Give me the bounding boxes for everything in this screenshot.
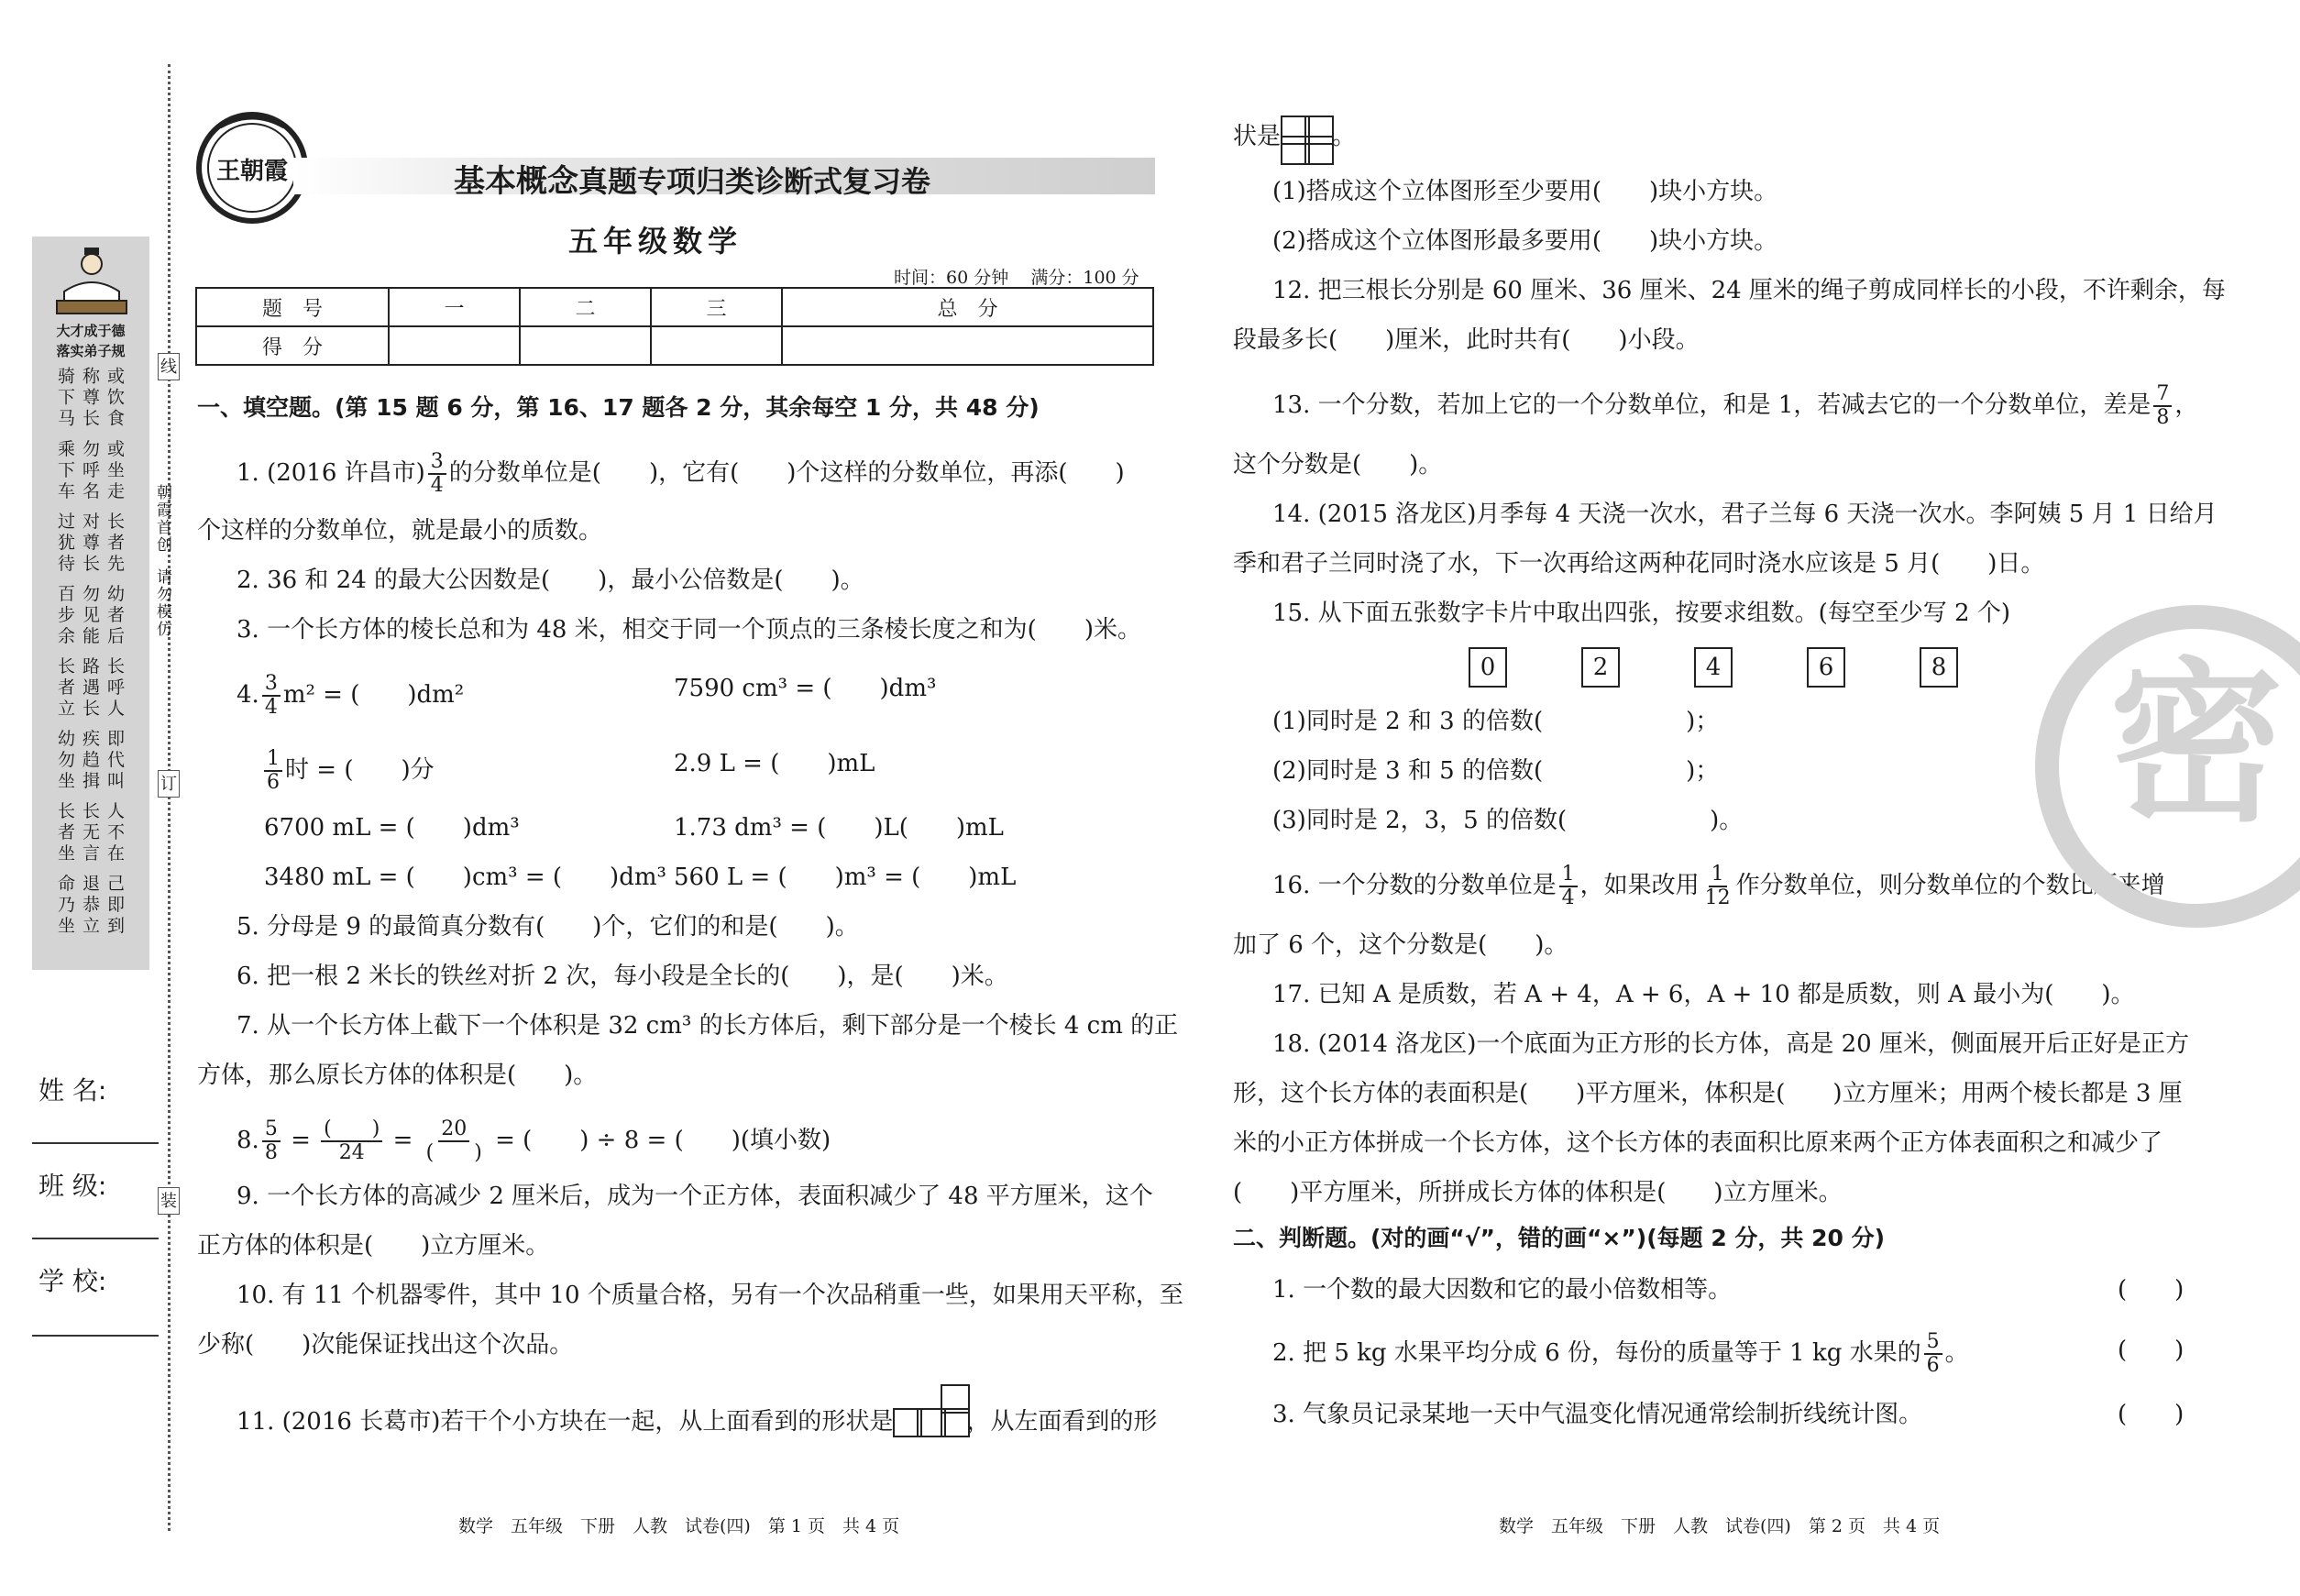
top-view-shape (893, 1392, 966, 1437)
sidebar-col-1: 骑下马 乘下车 过犹待 百步余 长者立 幼勿坐 长者坐 命乃坐 (55, 367, 75, 938)
q15: 15. 从下面五张数字卡片中取出四张，按要求组数。(每空至少写 2 个) (1272, 600, 2010, 627)
answer-paren-2[interactable]: ( ) (2118, 1337, 2184, 1364)
secret-seal-watermark: 密 (2035, 605, 2300, 928)
section1-heading: 一、填空题。(第 15 题 6 分，第 16、17 题各 2 分，其余每空 1 分，共 48 分) (197, 394, 1040, 421)
q11-line1: 11. (2016 长葛市)若干个小方块在一起，从上面看到的形状是 ，从左面看到的形 (237, 1392, 1157, 1437)
q14-line2: 季和君子兰同时浇了水，下一次再给这两种花同时浇水应该是 5 月( )日。 (1233, 550, 2045, 578)
q11-sub1: (1)搭成这个立体图形至少要用( )块小方块。 (1272, 178, 1778, 205)
answer-paren-1[interactable]: ( ) (2118, 1276, 2184, 1304)
q15-sub2: (2)同时是 3 和 5 的倍数( )； (1272, 757, 1720, 785)
q14-line1: 14. (2015 洛龙区)月季每 4 天浇一次水，君子兰每 6 天浇一次水。李阿姨 5 月 1 日给月 (1272, 501, 2217, 528)
q13-line1: 13. 一个分数，若加上它的一个分数单位，和是 1，若减去它的一个分数单位，差是 $\frac{7}{8}$ ， (1272, 382, 2199, 429)
q16-line2: 加了 6 个，这个分数是( )。 (1233, 931, 1568, 959)
answer-paren-3[interactable]: ( ) (2118, 1401, 2184, 1428)
digit-card: 8 (1920, 647, 1958, 688)
col-header: 题 号 (196, 288, 389, 326)
q4-row2b: 2.9 L = ( )mL (674, 750, 875, 777)
digit-card: 4 (1694, 647, 1733, 688)
score-cell[interactable] (651, 326, 782, 365)
footer-right: 数学 五年级 下册 人教 试卷(四) 第 2 页 共 4 页 (1499, 1516, 1941, 1536)
q4-row1: 4. $\frac{3}{4}$ m² = ( )dm² (237, 672, 465, 719)
q10-line1: 10. 有 11 个机器零件，其中 10 个质量合格，另有一个次品稍重一些，如果用天平称，至 (237, 1282, 1183, 1309)
section2-heading: 二、判断题。(对的画“√”，错的画“×”)(每题 2 分，共 20 分) (1233, 1225, 1886, 1251)
sidebar-motto: 大才成于德 落实弟子规 (56, 323, 126, 359)
col-header: 总 分 (782, 288, 1153, 326)
judge-2: 2. 把 5 kg 水果平均分成 6 份，每份的质量等于 1 kg 水果的 $\frac{5}{6}$ 。 (1272, 1330, 1969, 1377)
q13-line2: 这个分数是( )。 (1233, 451, 1443, 479)
q4-row4: 3480 mL = ( )cm³ = ( )dm³ (264, 864, 666, 891)
page-title: 基本概念真题专项归类诊断式复习卷 (454, 163, 931, 200)
q6: 6. 把一根 2 米长的铁丝对折 2 次，每小段是全长的( )，是( )米。 (237, 963, 1008, 990)
sidebar-col-2: 称尊长 勿呼名 对尊长 勿见能 路遇长 疾趋揖 长无言 退恭立 (80, 367, 100, 938)
logo-text: 王朝霞 (215, 158, 288, 185)
q4-row2: $\frac{1}{6}$ 时 = ( )分 (261, 748, 435, 794)
q4-row3: 6700 mL = ( )dm³ (264, 814, 520, 842)
cut-mark-xian: 线 (158, 353, 180, 380)
q9-line1: 9. 一个长方体的高减少 2 厘米后，成为一个正方体，表面积减少了 48 平方厘米，这个 (237, 1183, 1153, 1210)
score-cell[interactable] (520, 326, 651, 365)
cut-mark-ding: 订 (158, 770, 180, 798)
col-header: 一 (389, 288, 520, 326)
q7-line2: 方体，那么原长方体的体积是( )。 (197, 1062, 598, 1089)
time-info: 时间：60 分钟 满分：100 分 (894, 268, 1139, 288)
cut-line (168, 64, 171, 1531)
q11-line2: 状是 。 (1233, 116, 1356, 160)
q4-row3b: 1.73 dm³ = ( )L( )mL (674, 814, 1004, 842)
score-table (195, 287, 1154, 366)
q9-line2: 正方体的体积是( )立方厘米。 (197, 1232, 550, 1260)
col-header: 三 (651, 288, 782, 326)
q4-row4b: 560 L = ( )m³ = ( )mL (674, 864, 1017, 891)
q17: 17. 已知 A 是质数，若 A + 4，A + 6，A + 10 都是质数，则 A 最小为( )。 (1272, 981, 2135, 1008)
q8: 8. $\frac{5}{8}$ = $\frac{( )}{24}$ = $\frac{20}{( )}$ = ( ) ÷ 8 = ( )(填小数) (237, 1117, 831, 1164)
scholar-illustration (46, 246, 138, 319)
name-label: 姓 名: (39, 1075, 107, 1106)
q10-line2: 少称( )次能保证找出这个次品。 (197, 1331, 574, 1359)
q4-row1b: 7590 cm³ = ( )dm³ (674, 675, 937, 702)
score-cell[interactable] (389, 326, 520, 365)
footer-left: 数学 五年级 下册 人教 试卷(四) 第 1 页 共 4 页 (458, 1516, 900, 1536)
subtitle: 五年级数学 (568, 224, 743, 259)
digit-card: 6 (1807, 647, 1845, 688)
q15-sub1: (1)同时是 2 和 3 的倍数( )； (1272, 708, 1720, 735)
q16-line1: 16. 一个分数的分数单位是 $\frac{1}{4}$ ，如果改用 $\frac{1}{12}$ 作分数单位，则分数单位的个数比原来增 (1272, 863, 2165, 909)
q1-line1: 1. (2016 许昌市) $\frac{3}{4}$ 的分数单位是( )，它有( )个这样的分数单位，再添( ) (237, 450, 1125, 497)
name-field[interactable] (32, 1142, 159, 1144)
col-header: 二 (520, 288, 651, 326)
note-no-copy: 请勿模仿 (153, 568, 171, 638)
q3: 3. 一个长方体的棱长总和为 48 米，相交于同一个顶点的三条棱长度之和为( )米。 (237, 616, 1141, 644)
q1-line2: 个这样的分数单位，就是最小的质数。 (197, 517, 603, 545)
q11-sub2: (2)搭成这个立体图形最多要用( )块小方块。 (1272, 227, 1778, 255)
class-label: 班 级: (39, 1171, 107, 1201)
judge-3: 3. 气象员记录某地一天中气温变化情况通常绘制折线统计图。 (1272, 1401, 1923, 1428)
q18-line3: 米的小正方体拼成一个长方体，这个长方体的表面积比原来两个正方体表面积之和减少了 (1233, 1129, 2163, 1157)
cut-mark-zhuang: 装 (158, 1187, 180, 1215)
judge-1: 1. 一个数的最大因数和它的最小倍数相等。 (1272, 1276, 1733, 1304)
q18-line2: 形，这个长方体的表面积是( )平方厘米，体积是( )立方厘米；用两个棱长都是 3 厘 (1233, 1080, 2183, 1107)
q12-line1: 12. 把三根长分别是 60 厘米、36 厘米、24 厘米的绳子剪成同样长的小段，不许剩余，每 (1272, 277, 2226, 304)
class-field[interactable] (32, 1238, 159, 1239)
q5: 5. 分母是 9 的最简真分数有( )个，它们的和是( )。 (237, 913, 859, 941)
q2: 2. 36 和 24 的最大公因数是( )，最小公倍数是( )。 (237, 567, 864, 594)
q18-line4: ( )平方厘米，所拼成长方体的体积是( )立方厘米。 (1233, 1179, 1843, 1206)
q15-sub3: (3)同时是 2，3，5 的倍数( )。 (1272, 807, 1744, 834)
school-label: 学 校: (39, 1266, 107, 1296)
note-original: 朝霞首创 (153, 484, 171, 554)
q18-line1: 18. (2014 洛龙区)一个底面为正方形的长方体，高是 20 厘米，侧面展开后正好是正方 (1272, 1030, 2189, 1058)
q7-line1: 7. 从一个长方体上截下一个体积是 32 cm³ 的长方体后，剩下部分是一个棱长 4 cm 的正 (237, 1012, 1179, 1040)
score-cell[interactable] (782, 326, 1153, 365)
school-field[interactable] (32, 1335, 159, 1337)
sidebar-col-3: 或饮食 或坐走 长者先 幼者后 长呼人 即代叫 人不在 己即到 (105, 367, 125, 938)
q12-line2: 段最多长( )厘米，此时共有( )小段。 (1233, 326, 1700, 354)
score-label: 得 分 (196, 326, 389, 365)
left-view-shape (1281, 116, 1332, 160)
digit-card: 0 (1469, 647, 1507, 688)
digit-card: 2 (1581, 647, 1620, 688)
